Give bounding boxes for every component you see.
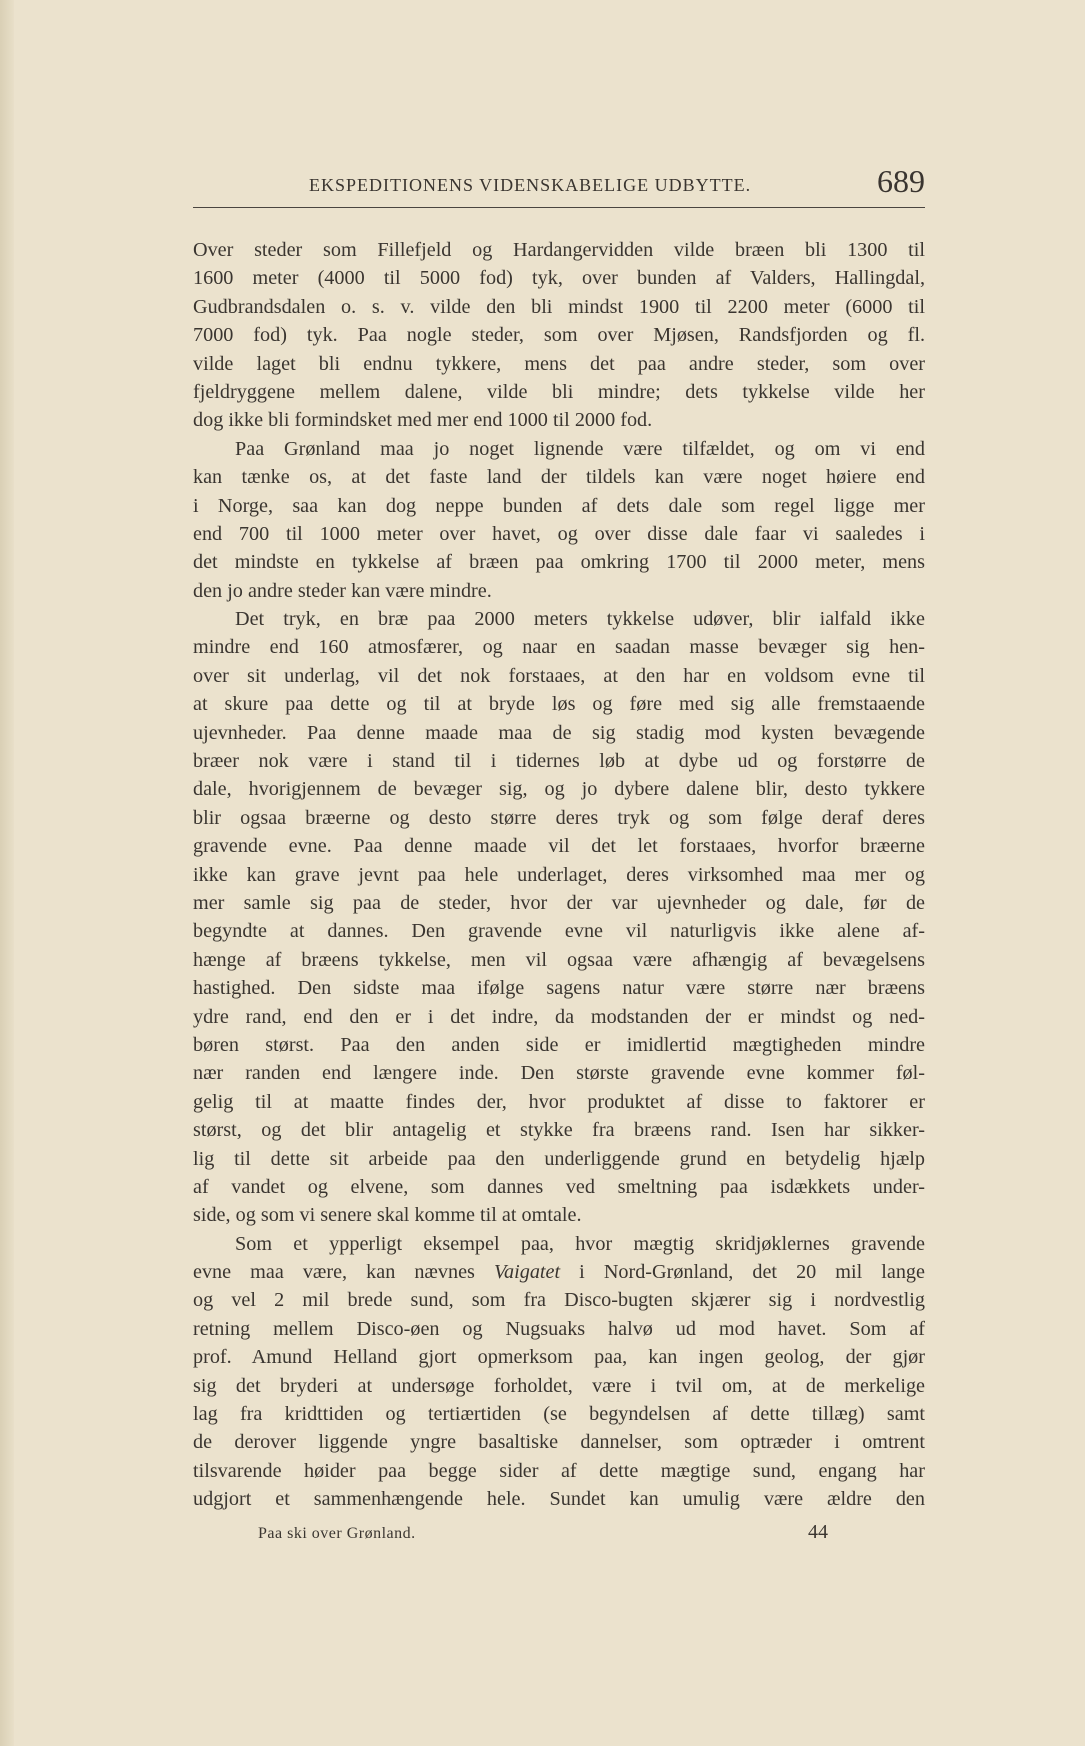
text-line: side, og som vi senere skal komme til at omtale. <box>193 1204 582 1227</box>
text-line: evne maa være, kan nævnes Vaigatet i Nord-Grønland, det 20 mil lange <box>193 1261 925 1284</box>
text-line: 7000 fod) tyk. Paa nogle steder, som over Mjøsen, Randsfjorden og fl. <box>193 324 925 347</box>
text-line: prof. Amund Helland gjort opmerksom paa, kan ingen geolog, der gjør <box>193 1346 925 1369</box>
text-line: ydre rand, end den er i det indre, da modstanden der er mindst og ned- <box>193 1005 925 1028</box>
text-line: lag fra kridttiden og tertiærtiden (se begyndelsen af dette tillæg) samt <box>193 1403 925 1426</box>
text-line: tilsvarende høider paa begge sider af dette mægtige sund, engang har <box>193 1459 925 1482</box>
text-line: og vel 2 mil brede sund, som fra Disco-bugten skjærer sig i nordvestlig <box>193 1289 925 1312</box>
running-title: EKSPEDITIONENS VIDENSKABELIGE UDBYTTE. <box>309 175 752 195</box>
text-line: blir ogsaa bræerne og desto større deres tryk og som følge deraf deres <box>193 806 925 829</box>
text-line: mindre end 160 atmosfærer, og naar en saadan masse bevæger sig hen- <box>193 636 925 659</box>
text-line: Paa Grønland maa jo noget lignende være tilfældet, og om vi end <box>235 437 925 460</box>
text-line: Som et ypperligt eksempel paa, hvor mægtig skridjøklernes gravende <box>235 1232 925 1255</box>
text-line: end 700 til 1000 meter over havet, og over disse dale faar vi saaledes i <box>193 522 925 545</box>
text-line: gravende evne. Paa denne maade vil det let forstaaes, hvorfor bræerne <box>193 835 925 858</box>
page-edge <box>0 0 14 1746</box>
text-line: 1600 meter (4000 til 5000 fod) tyk, over bunden af Valders, Hallingdal, <box>193 267 925 290</box>
place-name-italic: Vaigatet <box>493 1261 561 1284</box>
page-footer <box>258 1521 828 1549</box>
text-line: sig det bryderi at undersøge forholdet, være i tvil om, at de merkelige <box>193 1374 925 1397</box>
text-line: bræer nok være i stand til i tidernes løb at dybe ud og forstørre de <box>193 750 925 773</box>
text-line: lig til dette sit arbeide paa den underliggende grund en betydelig hjælp <box>193 1147 925 1170</box>
text-line: hænge af bræens tykkelse, men vil ogsaa være afhængig af bevægelsens <box>193 948 925 971</box>
text-line: størst, og det blir antagelig et stykke fra bræens rand. Isen har sikker- <box>193 1119 925 1142</box>
text-line: af vandet og elvene, som dannes ved smeltning paa isdækkets under- <box>193 1175 925 1198</box>
text-line: udgjort et sammenhængende hele. Sundet kan umulig være ældre den <box>193 1488 925 1511</box>
text-line: kan tænke os, at det faste land der tildels kan være noget høiere end <box>193 466 925 489</box>
text-line: ujevnheder. Paa denne maade maa de sig stadig mod kysten bevægende <box>193 721 925 744</box>
text-line: den jo andre steder kan være mindre. <box>193 579 492 602</box>
signature-mark: 44 <box>808 1521 828 1543</box>
text-line: dog ikke bli formindsket med mer end 1000 til 2000 fod. <box>193 409 653 432</box>
text-line: det mindste en tykkelse af bræen paa omkring 1700 til 2000 meter, mens <box>193 551 925 574</box>
text-line: mer samle sig paa de steder, hvor der var ujevnheder og dale, før de <box>193 891 925 914</box>
text-line: nær randen end længere inde. Den største gravende evne kommer føl- <box>193 1062 925 1085</box>
text-line: over sit underlag, vil det nok forstaaes, at den har en voldsom evne til <box>193 664 925 687</box>
text-line: Gudbrandsdalen o. s. v. vilde den bli mindst 1900 til 2200 meter (6000 til <box>193 295 925 318</box>
text-line: retning mellem Disco-øen og Nugsuaks halvø ud mod havet. Som af <box>193 1317 925 1340</box>
text-line: Over steder som Fillefjeld og Hardangervidden vilde bræen bli 1300 til <box>193 239 925 261</box>
text-line: fjeldryggene mellem dalene, vilde bli mindre; dets tykkelse vilde her <box>193 380 925 403</box>
text-line: børen størst. Paa den anden side er imidlertid mægtigheden mindre <box>193 1033 925 1056</box>
text-line: hastighed. Den sidste maa ifølge sagens natur være større nær bræens <box>193 977 925 1000</box>
running-header <box>193 163 925 208</box>
text-line: ikke kan grave jevnt paa hele underlaget, deres virksomhed maa mer og <box>193 863 925 886</box>
text-line: de derover liggende yngre basaltiske dannelser, som optræder i omtrent <box>193 1431 925 1454</box>
text-line: at skure paa dette og til at bryde løs og føre med sig alle fremstaaende <box>193 693 925 716</box>
text-line: Det tryk, en bræ paa 2000 meters tykkelse udøver, blir ialfald ikke <box>235 608 925 631</box>
text-line: i Norge, saa kan dog neppe bunden af dets dale som regel ligge mer <box>193 494 925 517</box>
text-line: dale, hvorigjennem de bevæger sig, og jo dybere dalene blir, desto tykkere <box>193 778 925 801</box>
body-text <box>193 236 925 1514</box>
footer-book-title: Paa ski over Grønland. <box>258 1525 416 1542</box>
text-line: gelig til at maatte findes der, hvor produktet af disse to faktorer er <box>193 1090 925 1113</box>
text-line: begyndte at dannes. Den gravende evne vil naturligvis ikke alene af- <box>193 920 925 943</box>
text-line: vilde laget bli endnu tykkere, mens det paa andre steder, som over <box>193 352 925 375</box>
page-number: 689 <box>877 163 925 199</box>
